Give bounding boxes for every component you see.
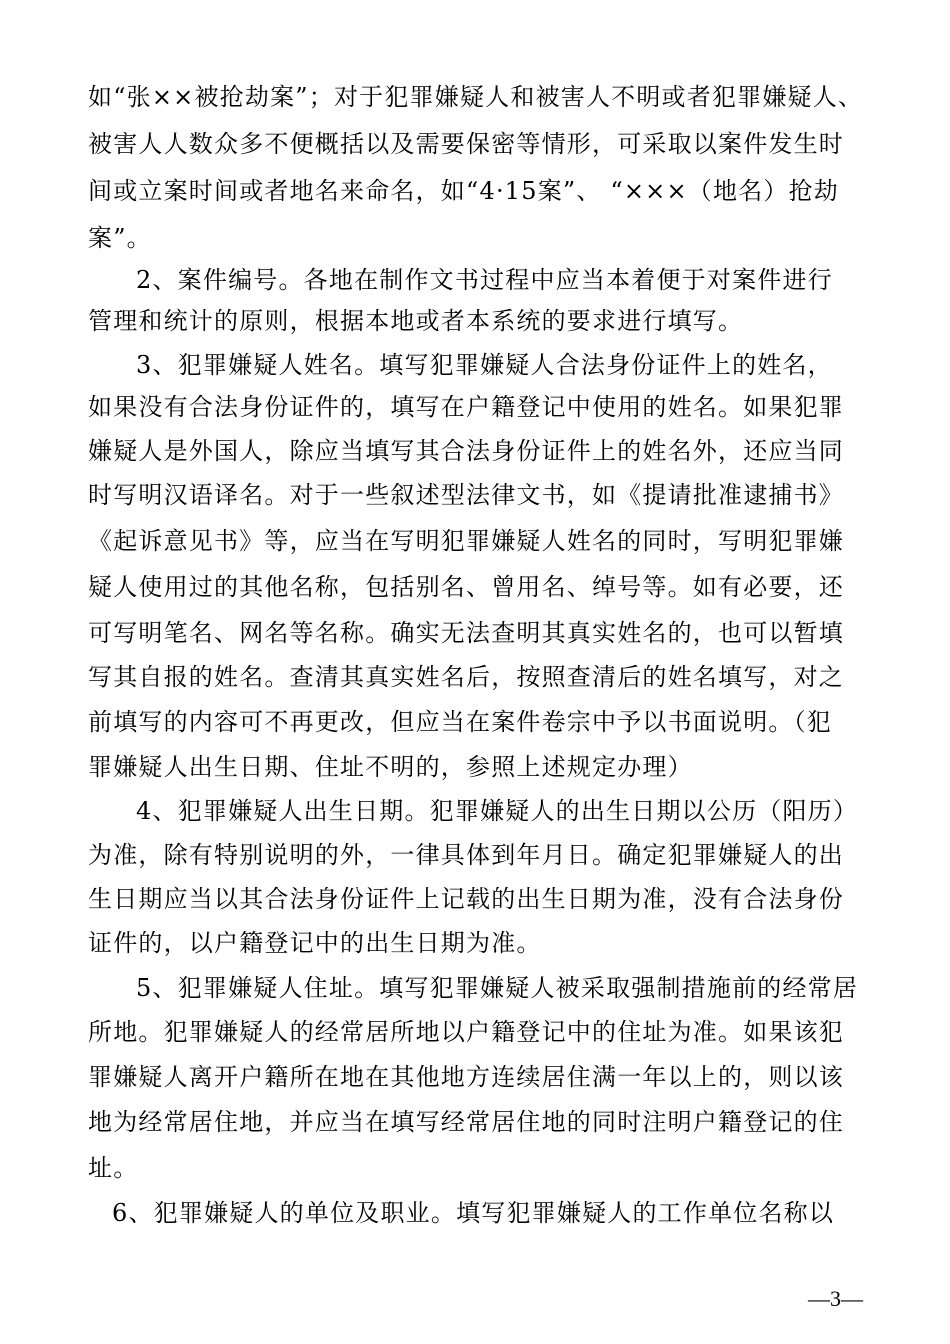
text-line: 前填写的内容可不再更改，但应当在案件卷宗中予以书面说明。（犯 (88, 708, 832, 736)
text-line: 为准，除有特别说明的外，一律具体到年月日。确定犯罪嫌疑人的出 (88, 841, 844, 869)
text-line: 疑人使用过的其他名称，包括别名、曾用名、绰号等。如有必要，还 (88, 573, 844, 601)
text-line: 罪嫌疑人离开户籍所在地在其他地方连续居住满一年以上的，则以该 (88, 1063, 844, 1091)
text-line: 5、犯罪嫌疑人住址。填写犯罪嫌疑人被采取强制措施前的经常居 (136, 974, 859, 1002)
text-line: 罪嫌疑人出生日期、住址不明的，参照上述规定办理） (88, 753, 693, 781)
text-line: 如果没有合法身份证件的，填写在户籍登记中使用的姓名。如果犯罪 (88, 393, 844, 421)
text-line: 3、犯罪嫌疑人姓名。填写犯罪嫌疑人合法身份证件上的姓名， (136, 351, 833, 379)
text-line: 写其自报的姓名。查清其真实姓名后，按照查清后的姓名填写，对之 (88, 663, 844, 691)
text-line: 证件的，以户籍登记中的出生日期为准。 (88, 929, 542, 957)
text-line: 《起诉意见书》等，应当在写明犯罪嫌疑人姓名的同时，写明犯罪嫌 (88, 527, 844, 555)
text-line: 址。 (88, 1154, 139, 1182)
text-line: 地为经常居住地，并应当在填写经常居住地的同时注明户籍登记的住 (88, 1108, 844, 1136)
text-line: 生日期应当以其合法身份证件上记载的出生日期为准，没有合法身份 (88, 885, 844, 913)
text-line: 2、案件编号。各地在制作文书过程中应当本着便于对案件进行 (136, 266, 833, 294)
text-line: 如“张××被抢劫案”；对于犯罪嫌疑人和被害人不明或者犯罪嫌疑人、 (88, 83, 864, 111)
text-line: 可写明笔名、网名等名称。确实无法查明其真实姓名的，也可以暂填 (88, 619, 844, 647)
text-line: 间或立案时间或者地名来命名，如“4·15案”、 “×××（地名）抢劫 (88, 177, 840, 205)
text-line: 6、犯罪嫌疑人的单位及职业。填写犯罪嫌疑人的工作单位名称以 (112, 1199, 835, 1227)
text-line: 案”。 (88, 224, 152, 252)
text-line: 所地。犯罪嫌疑人的经常居所地以户籍登记中的住址为准。如果该犯 (88, 1018, 844, 1046)
page-number: —3— (808, 1286, 863, 1311)
text-line: 4、犯罪嫌疑人出生日期。犯罪嫌疑人的出生日期以公历（阳历） (136, 797, 859, 825)
text-line: 时写明汉语译名。对于一些叙述型法律文书，如《提请批准逮捕书》 (88, 481, 844, 509)
text-line: 管理和统计的原则，根据本地或者本系统的要求进行填写。 (88, 307, 744, 335)
text-line: 被害人人数众多不便概括以及需要保密等情形，可采取以案件发生时 (88, 130, 844, 158)
text-line: 嫌疑人是外国人，除应当填写其合法身份证件上的姓名外，还应当同 (88, 437, 844, 465)
